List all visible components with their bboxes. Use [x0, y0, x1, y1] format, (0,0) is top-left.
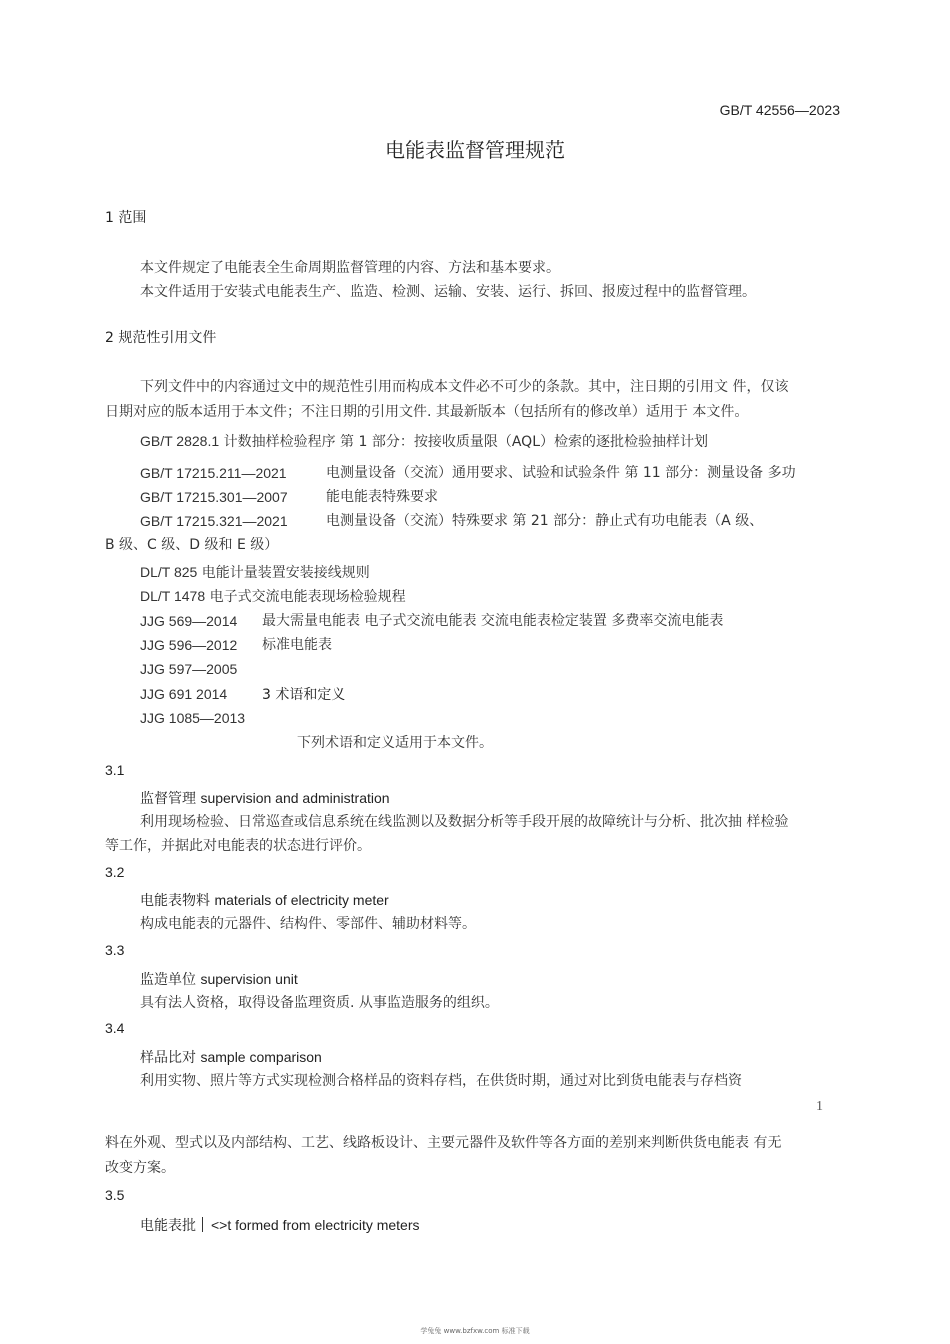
term-chinese: 监督管理 — [140, 791, 196, 807]
term-number: 3.2 — [105, 864, 125, 880]
reference-title: 计数抽样检验程序 第 1 部分：按接收质量限（AQL）检索的逐批检验抽样计划 — [223, 434, 709, 450]
term-heading — [140, 788, 390, 809]
document-code: GB/T 42556—2023 — [719, 102, 840, 118]
section-1-paragraph-2: 本文件适用于安装式电能表生产、监造、检测、运输、安装、运行、拆回、报废过程中的监督管理。 — [140, 284, 756, 300]
footer-watermark: 学兔兔 www.bzfxw.com 标准下载 — [420, 1327, 530, 1335]
term-english: sample comparison — [200, 1049, 322, 1065]
reference-entry — [140, 431, 708, 452]
reference-title: 电测量设备（交流）通用要求、试验和试验条件 第 11 部分：测量设备 多功 — [326, 465, 796, 481]
reference-title: 最大需量电能表 电子式交流电能表 交流电能表检定装置 多费率交流电能表 — [262, 613, 724, 629]
reference-code: GB/T 17215.301—2007 — [140, 489, 288, 505]
term-english: supervision unit — [200, 971, 298, 987]
term-number: 3.3 — [105, 942, 125, 958]
reference-title: 标准电能表 — [262, 637, 332, 653]
reference-code: JJG 691 2014 — [140, 686, 228, 702]
term-chinese: 电能表批 — [140, 1218, 196, 1234]
section-2-heading: 2 规范性引用文件 — [105, 330, 217, 346]
term-english: materials of electricity meter — [214, 892, 389, 908]
section-1-heading: 1 范围 — [105, 210, 147, 226]
term-chinese: 监造单位 — [140, 972, 196, 988]
term-definition: 构成电能表的元器件、结构件、零部件、辅助材料等。 — [140, 916, 476, 932]
term-number: 3.1 — [105, 762, 125, 778]
reference-code: GB/T 17215.211—2021 — [140, 465, 287, 481]
reference-title: 电能计量装置安装接线规则 — [201, 565, 370, 581]
reference-code: GB/T 2828.1 — [140, 433, 220, 449]
term-definition: 利用现场检验、日常巡查或信息系统在线监测以及数据分析等手段开展的故障统计与分析、批次抽 样检验 — [140, 814, 789, 830]
term-heading — [140, 1047, 322, 1068]
reference-entry — [140, 562, 370, 583]
reference-code: JJG 596—2012 — [140, 637, 238, 653]
term-chinese: 样品比对 — [140, 1050, 196, 1066]
reference-entry — [140, 586, 406, 607]
page-number: 1 — [816, 1099, 823, 1114]
reference-code: JJG 569—2014 — [140, 613, 238, 629]
term-number: 3.4 — [105, 1020, 125, 1036]
reference-title: 电子式交流电能表现场检验规程 — [209, 589, 406, 605]
term-english: supervision and administration — [200, 790, 390, 806]
vertical-bar-mark — [202, 1217, 203, 1232]
term-heading — [140, 969, 298, 990]
document-title: 电能表监督管理规范 — [385, 138, 565, 162]
term-definition-continued: 等工作，并据此对电能表的状态进行评价。 — [105, 838, 371, 854]
section-3-intro: 下列术语和定义适用于本文件。 — [297, 735, 493, 751]
reference-code: DL/T 825 — [140, 564, 198, 580]
section-2-intro-line-1: 下列文件中的内容通过文中的规范性引用而构成本文件必不可少的条款。其中，注日期的引用文 件，仅该 — [140, 379, 789, 395]
section-3-heading: 3 术语和定义 — [262, 687, 346, 703]
reference-title-continued: B 级、C 级、D 级和 E 级） — [105, 537, 279, 553]
reference-title: 能电能表特殊要求 — [326, 489, 438, 505]
reference-code: DL/T 1478 — [140, 588, 206, 604]
term-definition: 具有法人资格，取得设备监理资质. 从事监造服务的组织。 — [140, 995, 499, 1011]
reference-code: JJG 1085—2013 — [140, 710, 246, 726]
section-2-intro-line-2: 日期对应的版本适用于本文件；不注日期的引用文件. 其最新版本（包括所有的修改单）适用于 本文件。 — [105, 404, 749, 420]
term-number: 3.5 — [105, 1187, 125, 1203]
term-heading — [140, 1215, 420, 1236]
term-definition-continued: 料在外观、型式以及内部结构、工艺、线路板设计、主要元器件及软件等各方面的差别来判断供货电能表 有无 — [105, 1135, 782, 1151]
reference-code: JJG 597—2005 — [140, 661, 238, 677]
section-1-paragraph-1: 本文件规定了电能表全生命周期监督管理的内容、方法和基本要求。 — [140, 260, 560, 276]
reference-code: GB/T 17215.321—2021 — [140, 513, 288, 529]
reference-title: 电测量设备（交流）特殊要求 第 21 部分：静止式有功电能表（A 级、 — [326, 513, 764, 529]
term-definition-continued: 改变方案。 — [105, 1160, 175, 1176]
term-heading — [140, 890, 389, 911]
term-english: <>t formed from electricity meters — [211, 1217, 420, 1233]
term-definition: 利用实物、照片等方式实现检测合格样品的资料存档，在供货时期，通过对比到货电能表与存档资 — [140, 1073, 742, 1089]
term-chinese: 电能表物料 — [140, 893, 210, 909]
